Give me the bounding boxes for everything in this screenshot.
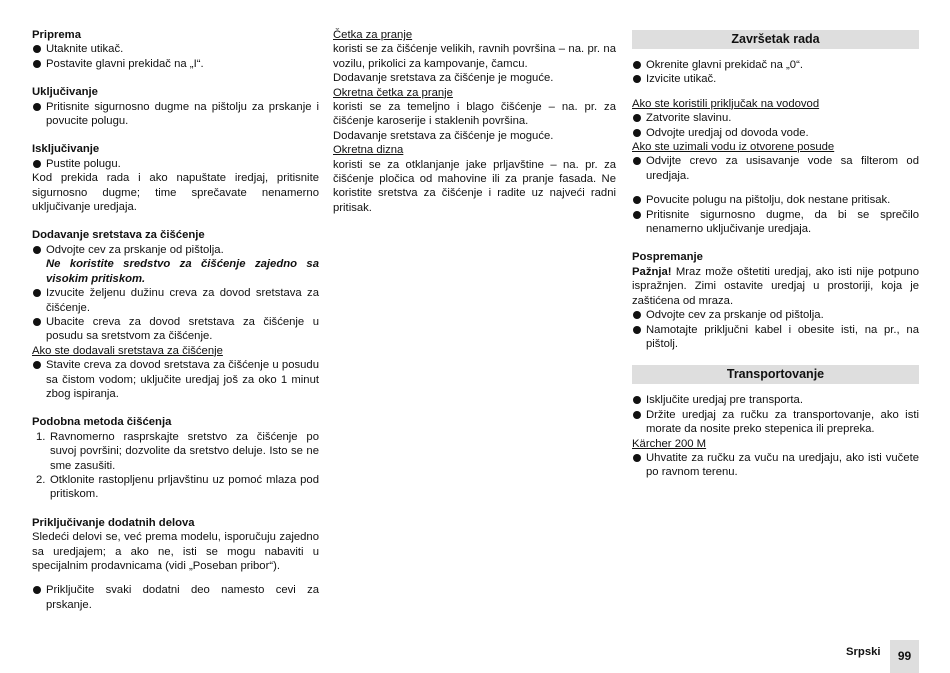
list-pospremanje	[632, 308, 919, 351]
warning-text: Mraz može oštetiti uredjaj, ako isti nije potpuno ispražnjen. Zimi ostavite uredjaj u prostoriji, koja je zaštićena od mraza.	[632, 265, 919, 307]
list-item: Pritisnite sigurnosno dugme, da bi se sprečilo nenamerno uključivanje uredjaja.	[632, 208, 919, 237]
paragraph-okretna-cetka-2: Dodavanje sretstava za čišćenje je moguće.	[333, 129, 554, 142]
paragraph-pospremanje	[632, 265, 919, 308]
warning-label: Pažnja!	[632, 265, 672, 278]
list-dodavali	[32, 358, 319, 401]
list-item: Priključite svaki dodatni deo namesto cevi za prskanje.	[32, 583, 319, 612]
paragraph-okretna-dizna: koristi se za otklanjanje jake prljavštine – na. pr. za čišćenje pločica od mahovine ili za pranje fasada. Ne koristite sretstva za čišćenje i radite uz najveći radni pritisak.	[333, 158, 616, 214]
list-item: Zatvorite slavinu.	[632, 111, 919, 125]
list-item: Utaknite utikač.	[32, 42, 319, 56]
section-dodavanje	[32, 228, 319, 401]
numbered-list-podobna	[32, 430, 319, 502]
list-vodovod	[632, 111, 919, 140]
step-text: Otklonite rastopljenu prljavštinu uz pomoć mlaza pod pritiskom.	[50, 473, 319, 501]
page-number: 99	[890, 640, 919, 673]
list-zavrsetak	[632, 58, 919, 87]
list-item: Izvucite željenu dužinu creva za dovod sretstava za čišćenje.	[32, 286, 319, 315]
heading-okretna-dizna: Okretna dizna	[333, 144, 404, 157]
list-item: Odvojte uredjaj od dovoda vode.	[632, 126, 919, 140]
numbered-item	[32, 473, 319, 502]
section-transport	[632, 365, 919, 479]
column-right	[632, 30, 919, 494]
list-prikljucivanje	[32, 583, 319, 612]
section-zavrsetak	[632, 30, 919, 236]
list-item	[32, 243, 319, 286]
paragraph-prikljucivanje: Sledeći delovi se, već prema modelu, isporučuju zajedno sa uredjajem; a ako ne, isti se mogu nabaviti u specijalnim prodavnicama (vidi „Poseban pribor“).	[32, 531, 319, 572]
list-item: Odvojte cev za prskanje od pištolja.	[632, 308, 919, 322]
list-item: Odvijte crevo za usisavanje vode sa filterom od uredjaja.	[632, 154, 919, 183]
step-number: 1.	[36, 430, 46, 443]
heading-cetka: Četka za pranje	[333, 29, 413, 41]
paragraph-iskljucivanje: Kod prekida rada i ako napuštate iredjaj, pritisnite sigurnosno dugme; time sprečavate nenamerno uključivanje uredjaja.	[32, 172, 319, 214]
list-ukljucivanje	[32, 100, 319, 129]
list-priprema	[32, 42, 319, 71]
section-podobna	[32, 415, 319, 501]
paragraph-okretna-cetka: koristi se za temeljno i blago čišćenje – na. pr. za čišćenje karoserije i staklenih površina.	[333, 101, 616, 128]
list-item: Povucite polugu na pištolju, dok nestane pritisak.	[632, 193, 919, 207]
list-model	[632, 451, 919, 480]
list-item: Postavite glavni prekidač na „I“.	[32, 57, 319, 71]
heading-dodavanje: Dodavanje sretstava za čišćenje	[32, 229, 205, 242]
heading-priprema: Priprema	[32, 29, 81, 41]
list-item: Namotajte priključni kabel i obesite isti, na pr., na pištolj.	[632, 323, 919, 352]
list-item: Pritisnite sigurnosno dugme na pištolju za prskanje i povucite polugu.	[32, 100, 319, 129]
section-title-bar-transport: Transportovanje	[632, 365, 919, 384]
heading-podobna: Podobna metoda čišćenja	[32, 416, 172, 429]
list-dodavanje	[32, 243, 319, 344]
heading-ukljucivanje: Uključivanje	[32, 86, 98, 99]
list-transport	[632, 393, 919, 436]
list-item: Okrenite glavni prekidač na „0“.	[632, 58, 919, 72]
step-number: 2.	[36, 473, 46, 486]
subheading-posuda: Ako ste uzimali vodu iz otvorene posude	[632, 141, 835, 154]
list-item: Pustite polugu.	[32, 157, 319, 171]
section-title-bar-zavrsetak: Završetak rada	[632, 30, 919, 49]
list-item: Uhvatite za ručku za vuču na uredjaju, ako isti vučete po ravnom terenu.	[632, 451, 919, 480]
heading-prikljucivanje: Priključivanje dodatnih delova	[32, 516, 195, 529]
section-prikljucivanje	[32, 516, 319, 612]
list-item-text: Odvojte cev za prskanje od pištolja.	[46, 243, 224, 256]
heading-okretna-cetka: Okretna četka za pranje	[333, 86, 453, 99]
warning-note: Ne koristite sredstvo za čišćenje zajedno sa visokim pritiskom.	[46, 258, 319, 285]
section-pospremanje	[632, 250, 919, 351]
numbered-item	[32, 430, 319, 473]
paragraph-cetka-2: Dodavanje sretstava za čišćenje je moguće.	[333, 72, 554, 85]
section-iskljucivanje	[32, 142, 319, 214]
column-left	[32, 28, 319, 626]
section-priprema	[32, 28, 319, 71]
subheading-dodavali: Ako ste dodavali sretstava za čišćenje	[32, 344, 223, 357]
list-item: Držite uredjaj za ručku za transportovanje, ako isti morate da nosite preko stepenica ili prepreka.	[632, 408, 919, 437]
list-item: Izvicite utikač.	[632, 72, 919, 86]
list-iskljucivanje	[32, 157, 319, 171]
heading-iskljucivanje: Isključivanje	[32, 143, 100, 156]
column-middle	[333, 28, 616, 215]
section-ukljucivanje	[32, 85, 319, 128]
step-text: Ravnomerno rasprskajte sretstvo za čišćenje po suvoj površini; dozvolite da sretstvo deluje. Isto se ne sme zasušiti.	[50, 430, 319, 472]
heading-pospremanje: Pospremanje	[632, 251, 703, 264]
subheading-model: Kärcher 200 M	[632, 437, 707, 450]
list-zavrsetak-2	[632, 193, 919, 236]
list-item: Stavite creva za dovod sretstava za čišćenje u posudu sa čistom vodom; uključite uredjaj još za oko 1 minut zbog ispiranja.	[32, 358, 319, 401]
list-item: Isključite uredjaj pre transporta.	[632, 393, 919, 407]
subheading-vodovod: Ako ste koristili priključak na vodovod	[632, 97, 820, 110]
list-posuda	[632, 154, 919, 183]
list-item: Ubacite creva za dovod sretstava za čišćenje u posudu sa sretstvom za čišćenje.	[32, 315, 319, 344]
paragraph-cetka: koristi se za čišćenje velikih, ravnih površina – na. pr. na vozilu, prikolici za kampovanje, čamcu.	[333, 43, 616, 70]
language-label: Srpski	[846, 646, 881, 658]
